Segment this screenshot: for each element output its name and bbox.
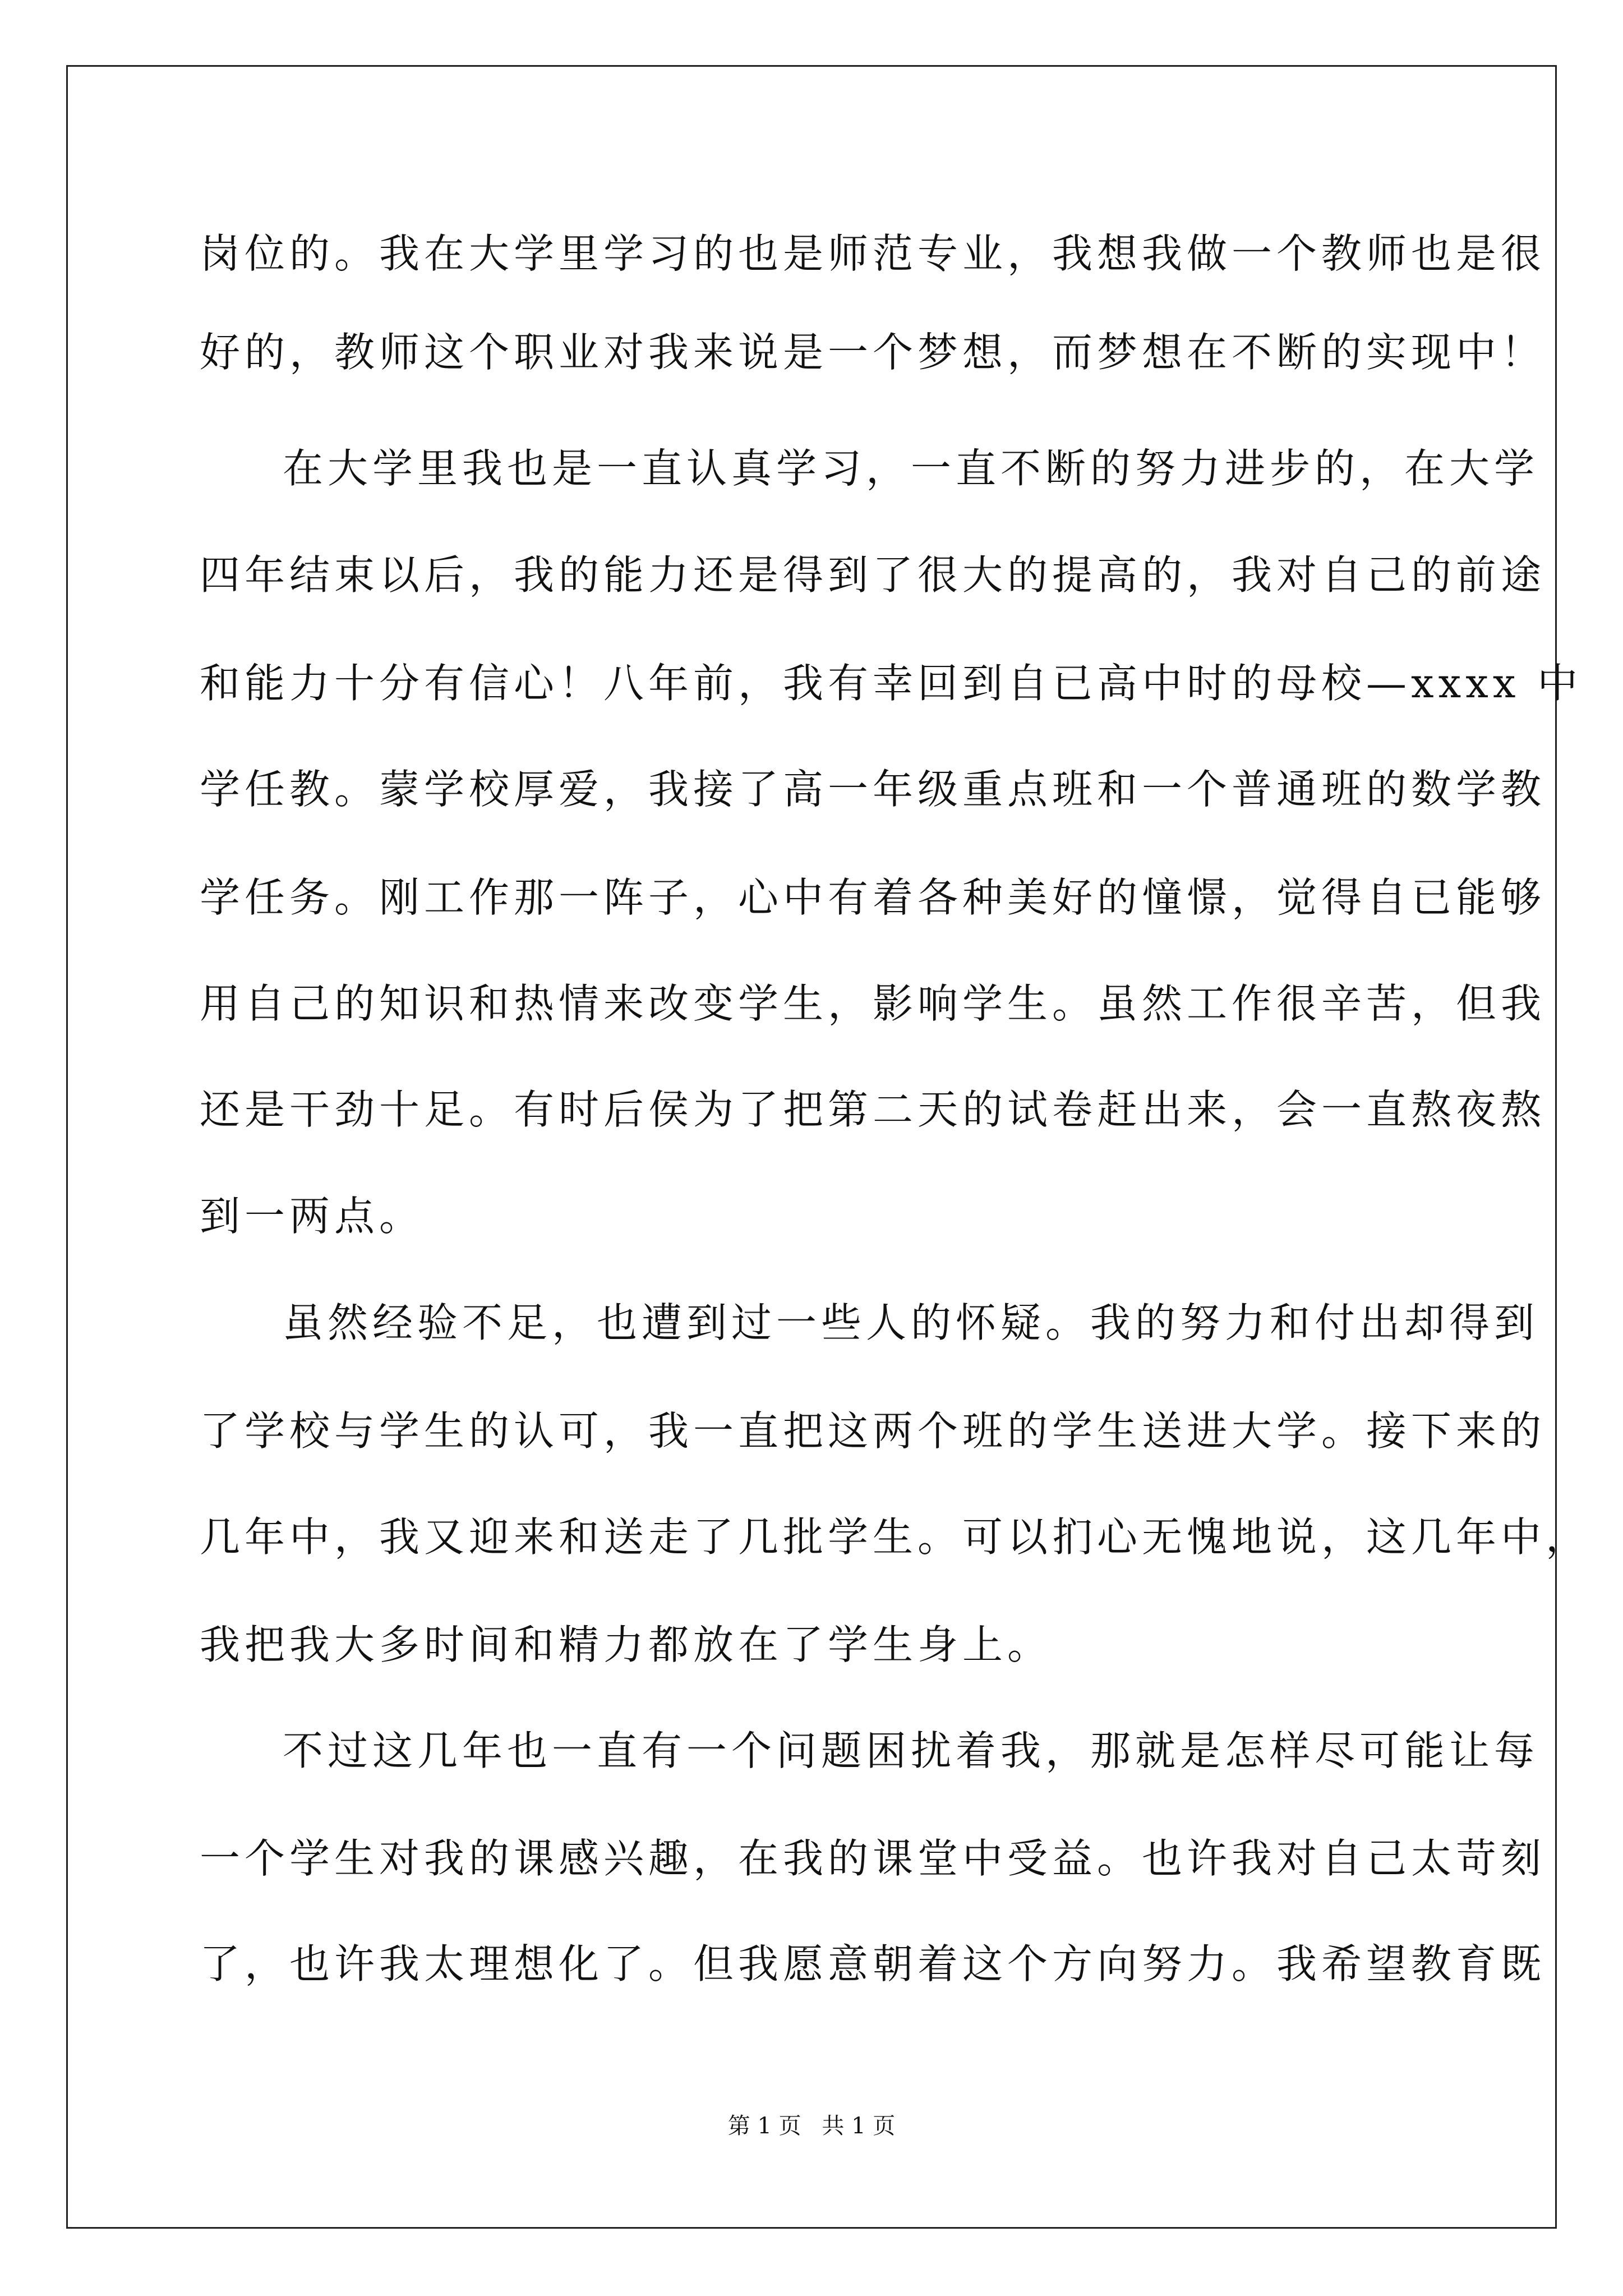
text-line: 不过这几年也一直有一个问题困扰着我，那就是怎样尽可能让每	[283, 1727, 1539, 1774]
text-line: 学任务。刚工作那一阵子，心中有着各种美好的憧憬，觉得自已能够	[200, 874, 1546, 921]
page-number: 第 1 页	[727, 2113, 801, 2139]
text-line: 和能力十分有信心！八年前，我有幸回到自已高中时的母校—xxxx 中	[200, 660, 1583, 707]
text-line: 几年中，我又迎来和送走了几批学生。可以扪心无愧地说，这几年中，	[200, 1513, 1591, 1561]
text-line: 了学校与学生的认可，我一直把这两个班的学生送进大学。接下来的	[200, 1407, 1546, 1455]
text-line: 用自己的知识和热情来改变学生，影响学生。虽然工作很辛苦，但我	[200, 980, 1546, 1027]
text-line: 四年结束以后，我的能力还是得到了很大的提高的，我对自己的前途	[200, 551, 1546, 599]
text-line: 虽然经验不足，也遭到过一些人的怀疑。我的努力和付出却得到	[283, 1299, 1539, 1346]
page-footer	[0, 2110, 1623, 2142]
text-line: 我把我大多时间和精力都放在了学生身上。	[200, 1621, 1053, 1668]
page-count: 共 1 页	[822, 2113, 896, 2139]
text-line: 到一两点。	[200, 1193, 425, 1240]
text-line: 在大学里我也是一直认真学习，一直不断的努力进步的，在大学	[283, 445, 1539, 492]
text-line: 岗位的。我在大学里学习的也是师范专业，我想我做一个教师也是很	[200, 230, 1546, 277]
text-line: 一个学生对我的课感兴趣，在我的课堂中受益。也许我对自己太苛刻	[200, 1835, 1546, 1882]
text-line: 学任教。蒙学校厚爱，我接了高一年级重点班和一个普通班的数学教	[200, 766, 1546, 813]
text-line: 了，也许我太理想化了。但我愿意朝着这个方向努力。我希望教育既	[200, 1940, 1546, 1987]
text-line: 好的，教师这个职业对我来说是一个梦想，而梦想在不断的实现中！	[200, 329, 1546, 376]
text-line: 还是干劲十足。有时后侯为了把第二天的试卷赶出来，会一直熬夜熬	[200, 1086, 1546, 1133]
page-border	[66, 65, 1591, 2229]
